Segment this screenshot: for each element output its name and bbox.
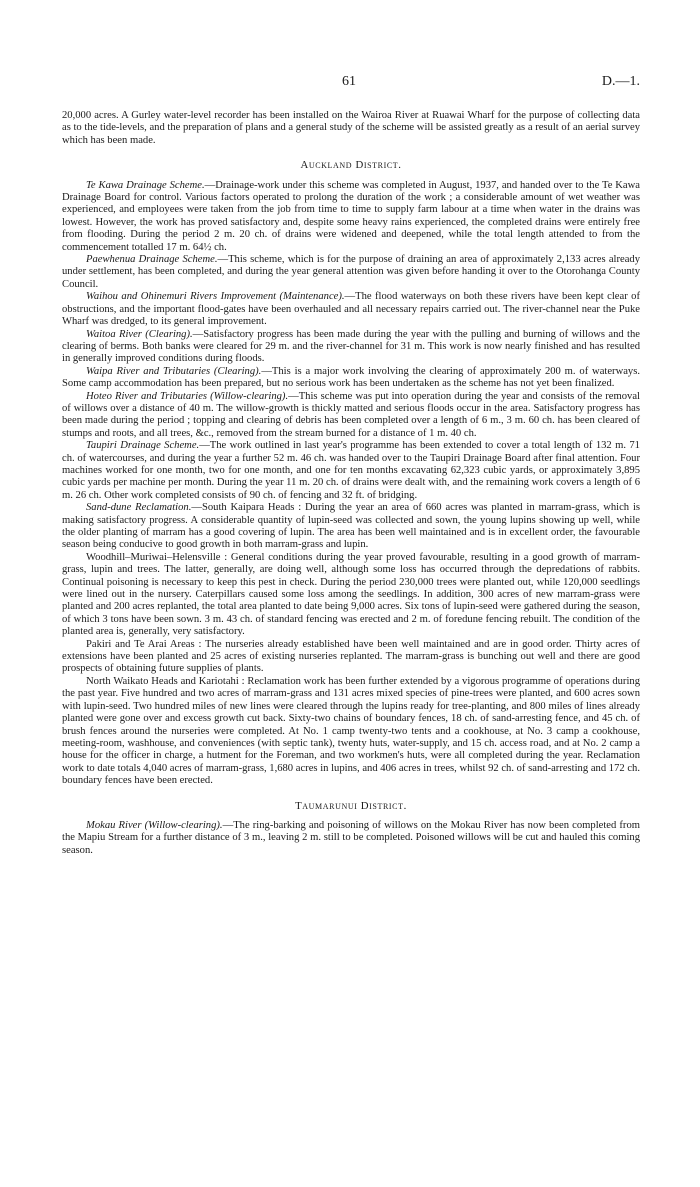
paragraph-waitoa: [62, 329, 640, 366]
paragraph-text: —The ring-barking and poisoning of willows on the Mokau River has now been completed from the Mapiu Stream for a further distance of 3 m., leaving 2 m. still to be completed. Poisoned willows will be cut and hauled this coming season.: [62, 819, 640, 856]
page-number: 61: [342, 74, 356, 89]
paragraph-text: —The flood waterways on both these rivers have been kept clear of obstructions, and the important flood-gates have been overhauled and all necessary repairs carried out. The river-channel near the Puke Wharf was dredged, to its general improvement.: [62, 291, 640, 328]
paragraph-title: Sand-dune Reclamation.: [86, 502, 192, 514]
paragraph-title: Te Kawa Drainage Scheme.: [86, 179, 205, 191]
paragraph-title: Paewhenua Drainage Scheme.: [86, 254, 218, 266]
paragraph-te-kawa: [62, 180, 640, 254]
paragraph-text: —This scheme was put into operation during the year and consists of the removal of willows over a distance of 40 m. The willow-growth is thickly matted and serious floods occur in the area. Satisfactory progress has been made during the period ; topping and clearing of debris has been completed over a length of 6 m., 3 m. 60 ch. has been cleared of stumps and roots, and all trees, &c., removed from the stream burned for a distance of 1 m. 40 ch.: [62, 390, 640, 439]
paragraph-title: Waipa River and Tributaries (Clearing).: [86, 365, 262, 377]
paragraph-paewhenua: [62, 254, 640, 291]
paragraph-text: North Waikato Heads and Kariotahi : Reclamation work has been further extended by a vigorous programme of operations during the past year. Five hundred and two acres of marram-grass and 131 acres mixed species of pine-trees were planted, and 600 acres sown with lupin-seed. Two hundred miles of new lines were cleared through the lupins ready for tree-planting, and 800 miles of lines already planted were gone over and excess growth cut back. Sixty-two chains of boundary fences, 18 ch. of sand-arresting fence, and 45 ch. of brush fences around the nurseries were completed. At No. 1 camp twenty-two tents and a cookhouse, at No. 3 camp a cookhouse, meeting-room, washhouse, and conveniences (with septic tank), twenty huts, water-supply, and 15 ch. access road, and at No. 2 camp a house for the officer in charge, a hutment for the Foreman, and two workmen's huts, were all completed during the year. Reclamation work to date totals 4,040 acres of marram-grass, 1,680 acres in lupins, and 406 acres in trees, whilst 92 ch. of sand-arresting and 172 ch. boundary fences have been erected.: [62, 675, 640, 787]
paragraph-text: —Drainage-work under this scheme was completed in August, 1937, and handed over to the Te Kawa Drainage Board for control. Various factors operated to prolong the duration of the work ; a considerable amount of wet weather was experienced, and employees were taken from the job from time to time to supply farm labour at a time when water in the drains was lowest. However, the work has proved satisfactory and, despite some heavy rains experienced, the completed drains were entirely free from flooding. During the period 2 m. 20 ch. of drains were widened and deepened, while the total length attended to from the commencement totalled 17 m. 64½ ch.: [62, 179, 640, 253]
page-header: [62, 74, 640, 94]
paragraph-title: Waihou and Ohinemuri Rivers Improvement (Maintenance).: [86, 291, 345, 303]
paragraph-text: Pakiri and Te Arai Areas : The nurseries already established have been well maintained and are in good order. Thirty acres of extensions have been planted and 25 acres of existing nurseries replanted. The marram-grass is bunching out well and there are good prospects of obtaining future supplies of plants.: [62, 638, 640, 675]
paragraph-text: —This scheme, which is for the purpose of draining an area of approximately 2,133 acres already under settlement, has been completed, and during the year general attention was given before handing it over to the Otorohanga County Council.: [62, 254, 640, 290]
paragraph-hoteo: [62, 391, 640, 441]
intro-paragraph: 20,000 acres. A Gurley water-level recorder has been installed on the Wairoa River at Ruawai Wharf for the purpose of collecting data as to the tide-levels, and the preparation of plans and a general study of the scheme will be assisted greatly as a result of an aerial survey which has been made.: [62, 110, 640, 146]
paragraph-text: —This is a major work involving the clearing of approximately 200 m. of waterways. Some camp accommodation has been prepared, but no serious work has been undertaken as the scheme has not yet been finalized.: [62, 365, 640, 390]
section-heading-auckland: Auckland District.: [300, 159, 402, 172]
paragraph-title: Mokau River (Willow-clearing).: [86, 819, 223, 831]
document-body: [62, 110, 640, 857]
paragraph-text: Woodhill–Muriwai–Helensville : General conditions during the year proved favourable, resulting in a good growth of marram-grass, lupin and trees. The latter, generally, are doing well, although some loss has occurred through the depredations of rabbits. Continual poisoning is necessary to keep this pest in check. During the period 230,000 trees were planted out, while 120,000 seedlings were lined out in the nursery. Caterpillars caused some loss among the seedlings. In addition, 300 acres of new marram-grass were planted and 200 acres replanted, the total area planted to date being 9,000 acres. Six tons of lupin-seed were gathered during the season, of which 3 tons have been sown. 3 m. 43 ch. of standard fencing was erected and 2 m. of foredune fencing rebuilt. The condition of the planted area is, generally, very satisfactory.: [62, 551, 640, 638]
paragraph-text: —South Kaipara Heads : During the year an area of 660 acres was planted in marram-grass, which is making satisfactory progress. A considerable quantity of lupin-seed was collected and sown, the young lupins showing up well, while the older planting of marram has a good covering of lupin. The area has been well maintained and is in excellent order, the favourable season being conducive to good growth in both marram-grass and lupin.: [62, 502, 641, 551]
paragraph-title: Hoteo River and Tributaries (Willow-clearing).: [86, 390, 289, 402]
paragraph-waihou-ohinemuri: [62, 291, 640, 328]
paragraph-taupiri: [62, 440, 640, 502]
paragraph-text: —The work outlined in last year's programme has been extended to cover a total length of 132 m. 71 ch. of watercourses, and during the year a further 52 m. 46 ch. was handed over to the Taupiri Drainage Board after final attention. Four machines worked for one month, two for one month, and one for ten months excavating 62,323 cubic yards, or approximately 3,895 cubic yards per machine per month. During the year 11 m. 20 ch. of drains were dealt with, and the remaining work covers a length of 6 m. 26 ch. Other work completed consists of 90 ch. of fencing and 32 ft. of bridging.: [62, 440, 640, 501]
paragraph-woodhill: [62, 552, 640, 639]
section-heading-taumarunui: Taumarunui District.: [295, 799, 407, 812]
paragraph-sand-dune: [62, 502, 640, 552]
document-reference: D.—1.: [601, 74, 640, 89]
paragraph-waipa: [62, 366, 640, 391]
paragraph-text: —Satisfactory progress has been made during the year with the pulling and burning of willows and the clearing of berms. Both banks were cleared for 29 m. and the river-channel for 31 m. This work is now nearly finished and has resulted in generally improved conditions during floods.: [62, 328, 640, 365]
paragraph-title: Taupiri Drainage Scheme.: [86, 440, 200, 452]
paragraph-mokau: [62, 820, 640, 857]
paragraph-pakiri: [62, 639, 640, 676]
paragraph-north-waikato: [62, 676, 640, 788]
paragraph-title: Waitoa River (Clearing).: [86, 328, 193, 340]
